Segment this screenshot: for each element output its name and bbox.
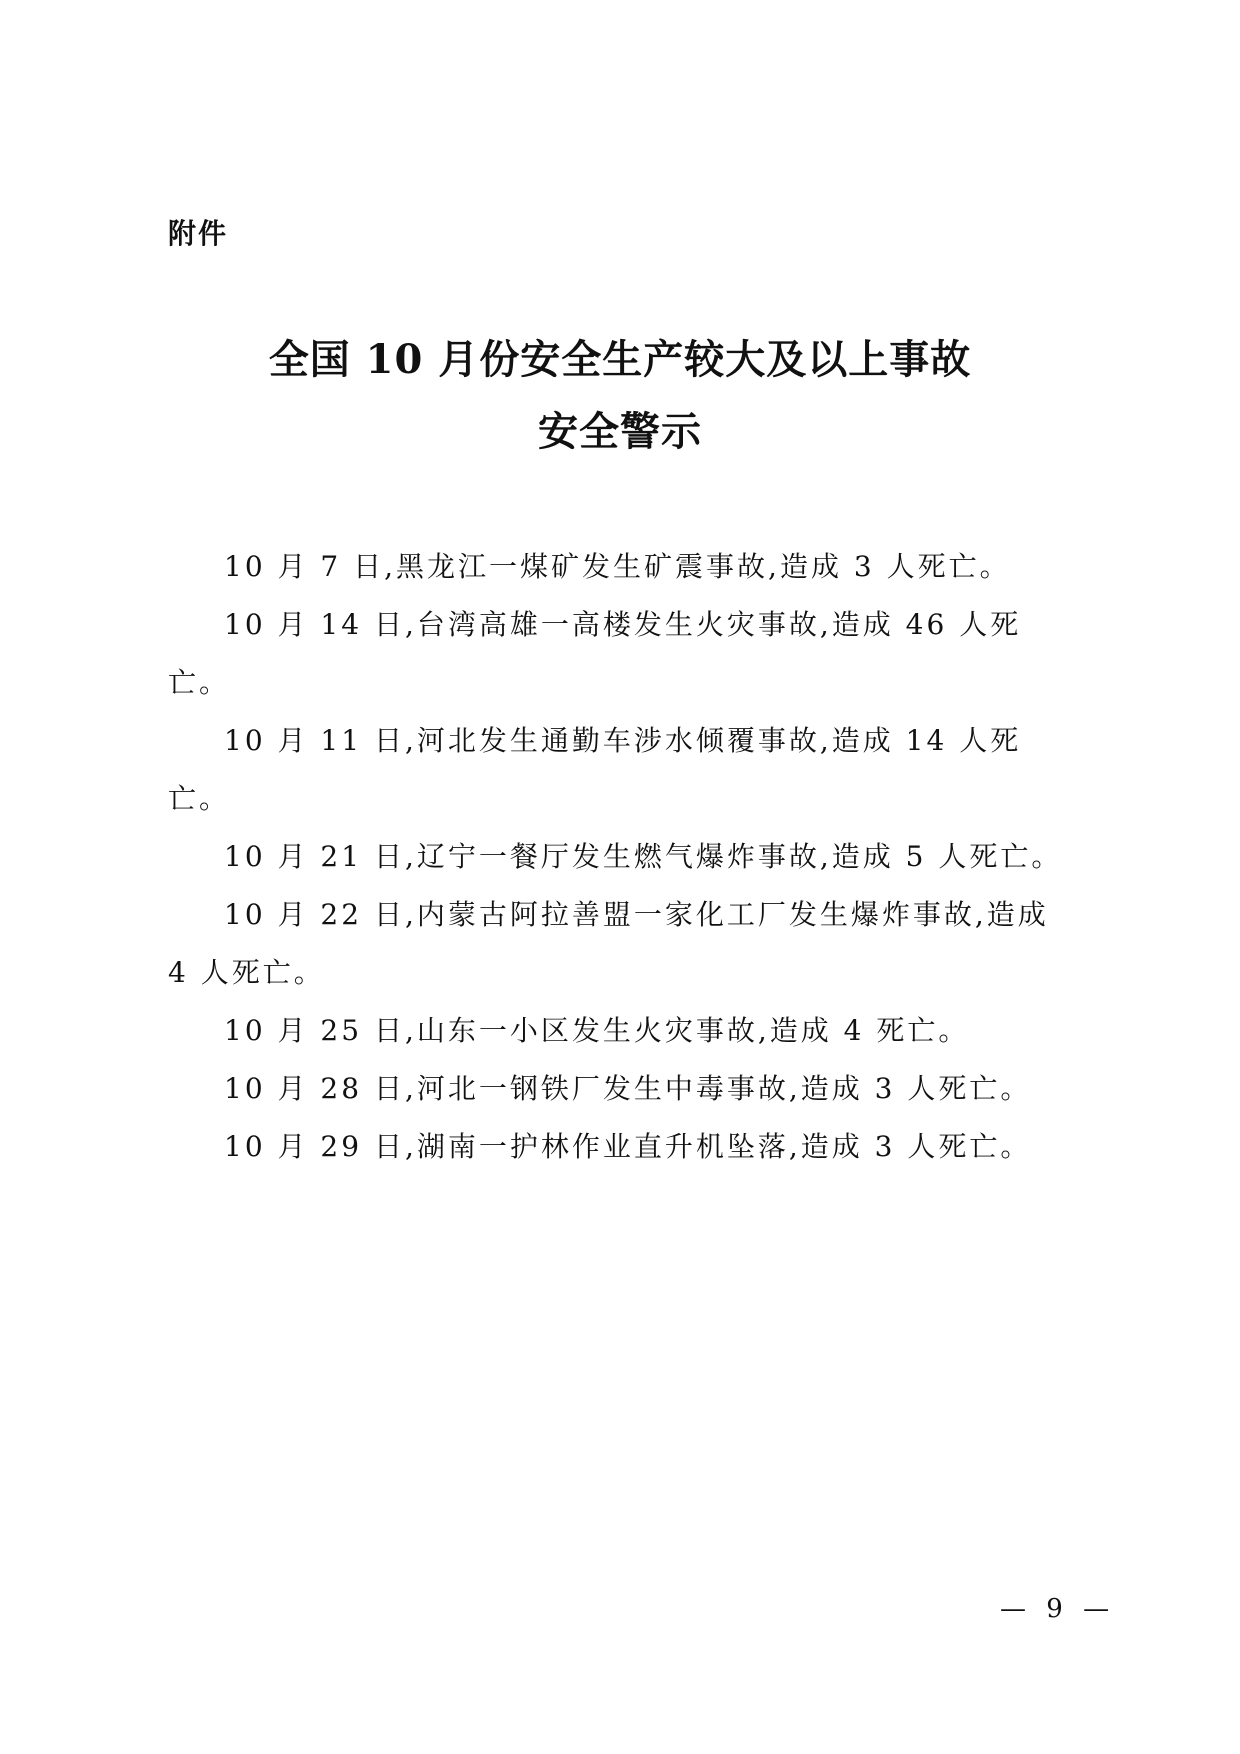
accident-entry: 10 月 11 日,河北发生通勤车涉水倾覆事故,造成 14 人死亡。 [168, 724, 1022, 815]
accident-entry: 10 月 7 日,黑龙江一煤矿发生矿震事故,造成 3 人死亡。 [224, 550, 1011, 583]
attachment-label: 附件 [168, 217, 229, 250]
document-title: 全国 10 月份安全生产较大及以上事故 [268, 336, 972, 383]
accident-entry: 10 月 22 日,内蒙古阿拉善盟一家化工厂发生爆炸事故,造成 4 人死亡。 [168, 898, 1049, 989]
accident-entry: 10 月 21 日,辽宁一餐厅发生燃气爆炸事故,造成 5 人死亡。 [224, 840, 1063, 873]
accident-entry: 10 月 25 日,山东一小区发生火灾事故,造成 4 死亡。 [224, 1014, 970, 1047]
accident-entry: 10 月 14 日,台湾高雄一高楼发生火灾事故,造成 46 人死亡。 [168, 608, 1022, 699]
page-number: — 9 — [1000, 1594, 1116, 1624]
document-subtitle: 安全警示 [538, 408, 702, 455]
accident-list [168, 538, 1078, 1176]
accident-entry: 10 月 28 日,河北一钢铁厂发生中毒事故,造成 3 人死亡。 [224, 1072, 1032, 1105]
accident-entry: 10 月 29 日,湖南一护林作业直升机坠落,造成 3 人死亡。 [224, 1130, 1032, 1163]
